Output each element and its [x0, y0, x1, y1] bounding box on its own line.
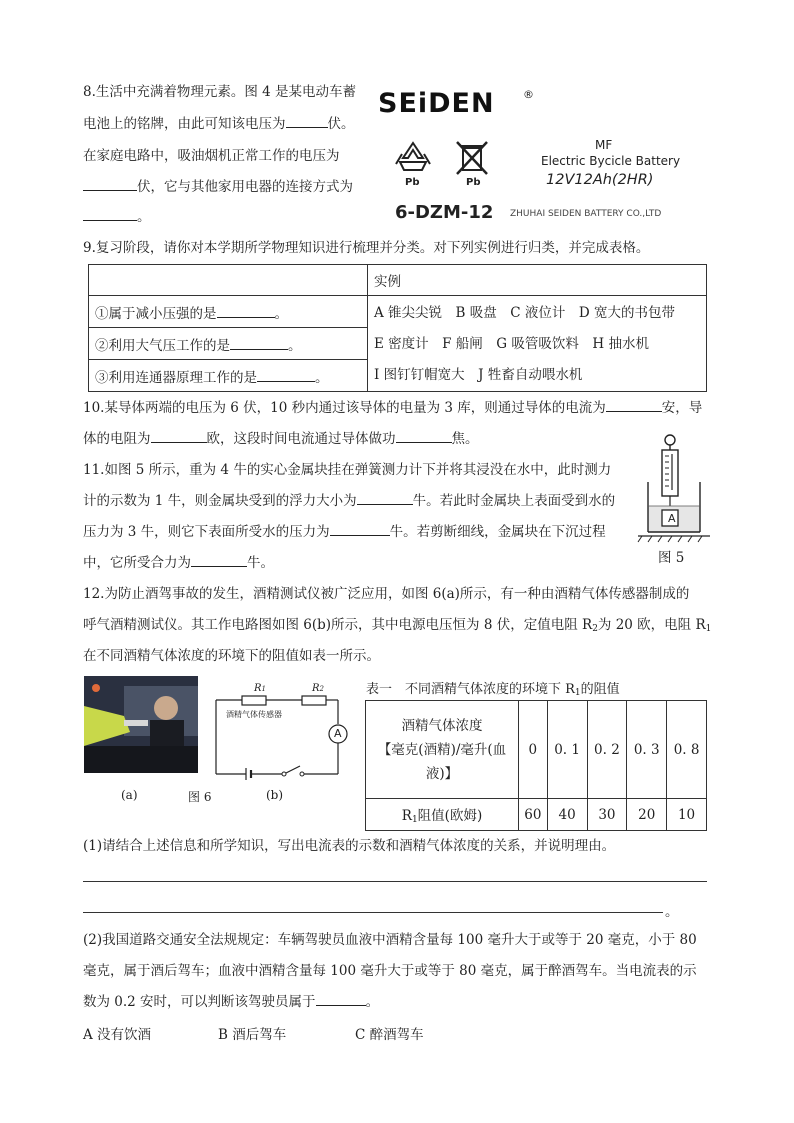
table1	[365, 700, 707, 831]
table-cell: 30	[587, 799, 627, 831]
table1-title: 表一 不同酒精气体浓度的环境下 $R_1$的阻值	[366, 682, 620, 698]
example-line: I 图钉钉帽宽大 J 牲畜自动喂水机	[374, 367, 583, 383]
q9-intro: 9.复习阶段，请你对本学期所学物理知识进行梳理并分类。对下列实例进行归类，并完成表格。	[83, 240, 650, 256]
pb-label: Pb	[466, 177, 481, 188]
table-row: ②利用大气压工作的是 。	[89, 328, 368, 360]
table-cell: 10	[667, 799, 707, 831]
breathalyzer-photo	[84, 676, 198, 773]
table-cell: 0. 3	[627, 701, 667, 799]
pb-label: Pb	[405, 177, 420, 188]
battery-type: Electric Bycicle Battery	[541, 154, 681, 168]
figure-5-caption: 图 5	[658, 550, 685, 566]
table-row: ③利用连通器原理工作的是 。	[89, 360, 368, 392]
q11-line2: 计的示数为 1 牛，则金属块受到的浮力大小为 牛。若此时金属块上表面受到水的	[83, 493, 616, 509]
q11-line1: 11.如图 5 所示，重为 4 牛的实心金属块挂在弹簧测力计下并将其浸没在水中，此时测力	[83, 462, 612, 478]
table-cell	[89, 265, 368, 296]
q10-line1: 10.某导体两端的电压为 6 伏，10 秒内通过该导体的电量为 3 库，则通过导体的电流为 安，导	[83, 400, 703, 416]
table-cell: 20	[627, 799, 667, 831]
q12-line1: 12.为防止酒驾事故的发生，酒精测试仪被广泛应用，如图 6(a)所示，有一种由酒精气体传感器制成的	[83, 586, 690, 602]
q9-table	[88, 264, 707, 392]
battery-maker: ZHUHAI SEIDEN BATTERY CO.,LTD	[510, 209, 662, 219]
answer-line[interactable]	[83, 881, 707, 882]
answer-blank[interactable]	[217, 304, 275, 318]
caption-fig6: 图 6	[188, 790, 212, 804]
q12-part2-line1: (2)我国道路交通安全法规规定：车辆驾驶员血液中酒精含量每 100 毫升大于或等于 20 毫克，小于 80	[83, 932, 697, 948]
figure-5-spring-scale	[636, 432, 714, 544]
answer-blank[interactable]	[83, 207, 137, 221]
q12-part2-line3: 数为 0.2 安时，可以判断该驾驶员属于 。	[83, 994, 380, 1010]
battery-brand-logo: SEiDEN	[378, 88, 495, 119]
q8-line1: 8.生活中充满着物理元素。图 4 是某电动车蓄	[83, 84, 357, 100]
table-header: 实例	[368, 265, 707, 296]
caption-b: (b)	[266, 788, 284, 802]
example-line: E 密度计 F 船闸 G 吸管吸饮料 H 抽水机	[374, 336, 649, 352]
q11-line4: 中，它所受合力为 牛。	[83, 555, 274, 571]
recycle-icon	[392, 140, 434, 176]
answer-blank[interactable]	[83, 177, 137, 191]
table-row-label: $R_1$阻值(欧姆)	[366, 799, 519, 831]
example-line: A 锥尖尖锐 B 吸盘 C 液位计 D 宽大的书包带	[374, 305, 675, 321]
examples-cell	[368, 296, 707, 392]
battery-spec: 12V12Ah(2HR)	[546, 172, 654, 188]
answer-blank[interactable]	[257, 368, 315, 382]
answer-blank[interactable]	[230, 336, 288, 350]
q11-line3: 压力为 3 牛，则它下表面所受水的压力为 牛。若剪断细线，金属块在下沉过程	[83, 524, 606, 540]
sensor-label: 酒精气体传感器	[226, 710, 282, 719]
answer-blank[interactable]	[396, 429, 452, 443]
table-cell: 60	[519, 799, 548, 831]
q12-part1: (1)请结合上述信息和所学知识，写出电流表的示数和酒精气体浓度的关系，并说明理由。	[83, 838, 616, 854]
answer-blank[interactable]	[191, 553, 247, 567]
table-cell: 0. 8	[667, 701, 707, 799]
battery-model: 6-DZM-12	[395, 202, 494, 223]
answer-blank[interactable]	[316, 992, 366, 1006]
table-cell: 0	[519, 701, 548, 799]
q8-line2: 电池上的铭牌，由此可知该电压为 伏。	[83, 116, 355, 132]
answer-line-end: 。	[665, 904, 679, 920]
table-header: 酒精气体浓度 【毫克(酒精)/毫升(血 液)】	[366, 701, 519, 799]
registered-mark: ®	[523, 88, 534, 101]
table-cell: 40	[547, 799, 587, 831]
answer-blank[interactable]	[330, 522, 390, 536]
q12-line2: 呼气酒精测试仪。其工作电路图如图 6(b)所示，其中电源电压恒为 8 伏，定值电阻 $R_2$为 20 欧，电阻 $R_1$	[83, 617, 712, 634]
answer-blank[interactable]	[286, 114, 328, 128]
q8-line4: 伏，它与其他家用电器的连接方式为	[83, 177, 353, 197]
table-cell: 0. 2	[587, 701, 627, 799]
r2-label: R2	[312, 683, 324, 694]
option-a[interactable]: A 没有饮酒	[83, 1027, 152, 1043]
table-row: ①属于减小压强的是 。	[89, 296, 368, 328]
r1-label: R1	[254, 683, 266, 694]
answer-blank[interactable]	[357, 491, 413, 505]
figure-6b-circuit	[210, 682, 350, 782]
q12-part2-line2: 毫克，属于酒后驾车；血液中酒精含量每 100 毫升大于或等于 80 毫克，属于醉酒驾车。当电流表的示	[83, 963, 697, 979]
option-c[interactable]: C 醉酒驾车	[355, 1027, 424, 1043]
q8-line5: 。	[83, 207, 151, 227]
answer-blank[interactable]	[151, 429, 207, 443]
crossed-bin-icon	[451, 140, 493, 176]
caption-a: (a)	[121, 788, 138, 802]
answer-blank[interactable]	[606, 398, 662, 412]
table-cell: 0. 1	[547, 701, 587, 799]
q12-line3: 在不同酒精气体浓度的环境下的阻值如表一所示。	[83, 648, 380, 664]
option-b[interactable]: B 酒后驾车	[218, 1027, 287, 1043]
q8-line3: 在家庭电路中，吸油烟机正常工作的电压为	[83, 148, 340, 164]
q10-line2: 体的电阻为 欧，这段时间电流通过导体做功 焦。	[83, 431, 479, 447]
block-a-label: A	[668, 512, 676, 525]
answer-line[interactable]	[83, 912, 663, 913]
battery-mf: MF	[595, 138, 613, 152]
ammeter-icon: A	[334, 727, 342, 740]
